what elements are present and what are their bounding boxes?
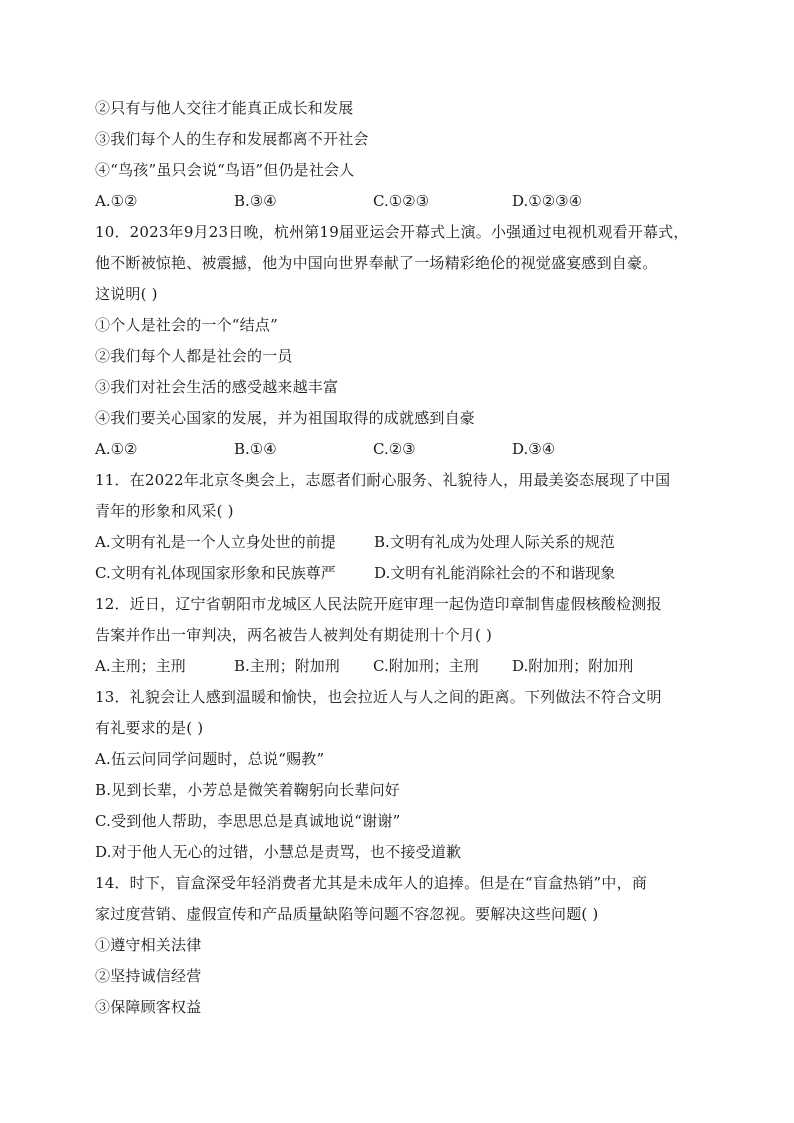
q9-option-d: D.①②③④ [512, 192, 583, 210]
q11-option-c: C.文明有礼体现国家形象和民族尊严 [95, 564, 336, 582]
q13-option-a: A.伍云问同学问题时，总说“赐教” [95, 750, 325, 768]
q12-option-c: C.附加刑；主刑 [373, 657, 479, 675]
q10-options [95, 434, 705, 465]
q13-option-d: D.对于他人无心的过错，小慧总是责骂，也不接受道歉 [95, 843, 462, 861]
q10-stem-line-2: 他不断被惊艳、被震撼，他为中国向世界奉献了一场精彩绝伦的视觉盛宴感到自豪。 [95, 254, 658, 272]
q10-option-c: C.②③ [373, 440, 416, 458]
q10-stem-line-3: 这说明( ) [95, 285, 158, 303]
q11-options-row-2 [95, 558, 705, 589]
q9-option-b: B.③④ [234, 192, 277, 210]
q9-item-2: ②只有与他人交往才能真正成长和发展 [95, 99, 354, 117]
q11-stem-line-2: 青年的形象和风采( ) [95, 502, 234, 520]
q14-item-3: ③保障顾客权益 [95, 998, 202, 1016]
q12-option-d: D.附加刑；附加刑 [512, 657, 634, 675]
q10-item-3: ③我们对社会生活的感受越来越丰富 [95, 378, 339, 396]
q11-stem-line-1: 11．在2022年北京冬奥会上，志愿者们耐心服务、礼貌待人，用最美姿态展现了中国 [95, 471, 671, 489]
q10-option-d: D.③④ [512, 440, 556, 458]
q9-option-a: A.①② [95, 192, 138, 210]
q9-options [95, 186, 705, 217]
q10-item-4: ④我们要关心国家的发展，并为祖国取得的成就感到自豪 [95, 409, 476, 427]
q11-option-d: D.文明有礼能消除社会的不和谐现象 [374, 564, 616, 582]
q10-option-a: A.①② [95, 440, 138, 458]
q12-stem-line-1: 12．近日，辽宁省朝阳市龙城区人民法院开庭审理一起伪造印章制售虚假核酸检测报 [95, 595, 662, 613]
q9-option-c: C.①②③ [373, 192, 430, 210]
q14-item-1: ①遵守相关法律 [95, 936, 202, 954]
q12-options [95, 651, 705, 682]
q13-stem-line-1: 13．礼貌会让人感到温暖和愉快，也会拉近人与人之间的距离。下列做法不符合文明 [95, 688, 662, 706]
q11-option-a: A.文明有礼是一个人立身处世的前提 [95, 533, 336, 551]
q10-option-b: B.①④ [234, 440, 277, 458]
q14-stem-line-2: 家过度营销、虚假宣传和产品质量缺陷等问题不容忽视。要解决这些问题( ) [95, 905, 599, 923]
q11-options-row-1 [95, 527, 705, 558]
q14-stem-line-1: 14．时下，盲盒深受年轻消费者尤其是未成年人的追捧。但是在“盲盒热销”中，商 [95, 874, 648, 892]
q10-stem-line-1: 10．2023年9月23日晚，杭州第19届亚运会开幕式上演。小强通过电视机观看开幕式， [95, 223, 689, 241]
q14-item-2: ②坚持诚信经营 [95, 967, 202, 985]
q9-item-4: ④“鸟孩”虽只会说“鸟语”但仍是社会人 [95, 161, 355, 179]
q10-item-1: ①个人是社会的一个“结点” [95, 316, 278, 334]
exam-page [95, 93, 705, 1023]
q13-stem-line-2: 有礼要求的是( ) [95, 719, 204, 737]
q9-item-3: ③我们每个人的生存和发展都离不开社会 [95, 130, 369, 148]
q12-option-a: A.主刑；主刑 [95, 657, 186, 675]
q12-option-b: B.主刑；附加刑 [234, 657, 340, 675]
q12-stem-line-2: 告案并作出一审判决，两名被告人被判处有期徒刑十个月( ) [95, 626, 493, 644]
q11-option-b: B.文明有礼成为处理人际关系的规范 [374, 533, 615, 551]
q10-item-2: ②我们每个人都是社会的一员 [95, 347, 293, 365]
q13-option-b: B.见到长辈，小芳总是微笑着鞠躬向长辈问好 [95, 781, 400, 799]
q13-option-c: C.受到他人帮助，李思思总是真诚地说“谢谢” [95, 812, 401, 830]
